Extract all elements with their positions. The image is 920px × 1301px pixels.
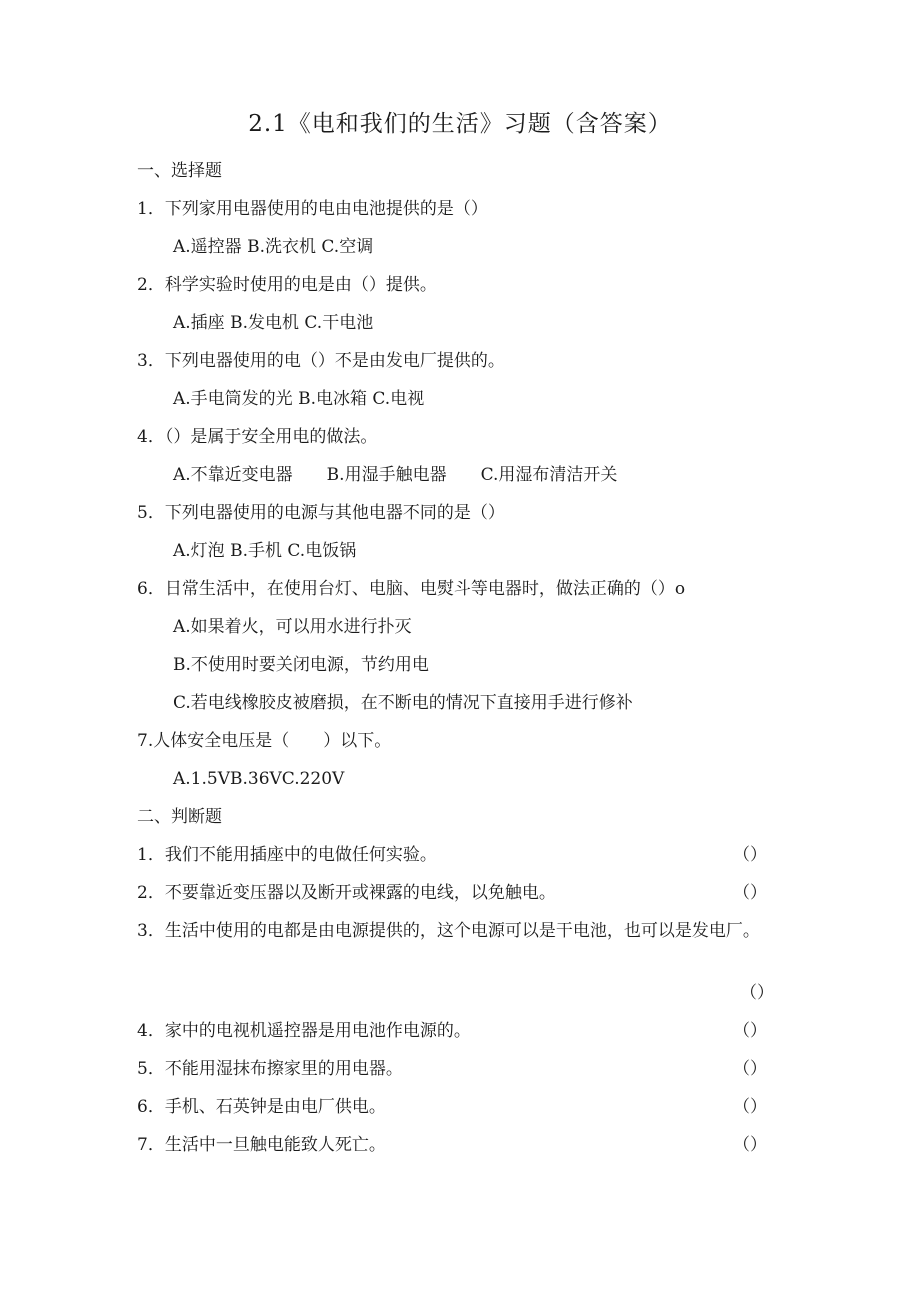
judgment-answer-blank-4: （）	[733, 1021, 767, 1041]
section-heading-choice: 一、选择题	[137, 161, 222, 181]
choice-options-4: A.不靠近变电器 B.用湿手触电器 C.用湿布清洁开关	[173, 465, 618, 485]
judgment-item-6: 6．手机、石英钟是由电厂供电。	[137, 1097, 386, 1117]
choice-question-7: 7.人体安全电压是（ ）以下。	[137, 731, 392, 751]
section-heading-judgment: 二、判断题	[137, 807, 222, 827]
choice-question-6: 6．日常生活中，在使用台灯、电脑、电熨斗等电器时，做法正确的（）o	[137, 579, 686, 599]
judgment-item-7: 7．生活中一旦触电能致人死亡。	[137, 1135, 386, 1155]
judgment-answer-blank-3: （）	[740, 983, 774, 1003]
judgment-answer-blank-6: （）	[733, 1097, 767, 1117]
judgment-answer-blank-7: （）	[733, 1135, 767, 1155]
choice-question-1: 1．下列家用电器使用的电由电池提供的是（）	[137, 199, 488, 219]
choice-options-7: A.1.5VB.36VC.220V	[173, 769, 345, 789]
document-title: 2.1《电和我们的生活》习题（含答案）	[248, 111, 672, 137]
choice-option-6a: A.如果着火，可以用水进行扑灭	[173, 617, 412, 637]
judgment-answer-blank-5: （）	[733, 1059, 767, 1079]
judgment-answer-blank-1: （）	[733, 845, 767, 865]
judgment-item-4: 4．家中的电视机遥控器是用电池作电源的。	[137, 1021, 471, 1041]
choice-option-6b: B.不使用时要关闭电源，节约用电	[173, 655, 429, 675]
choice-question-2: 2．科学实验时使用的电是由（）提供。	[137, 275, 437, 295]
choice-options-1: A.遥控器 B.洗衣机 C.空调	[173, 237, 374, 257]
judgment-item-5: 5．不能用湿抹布擦家里的用电器。	[137, 1059, 403, 1079]
judgment-item-1: 1．我们不能用插座中的电做任何实验。	[137, 845, 437, 865]
choice-option-6c: C.若电线橡胶皮被磨损，在不断电的情况下直接用手进行修补	[173, 693, 633, 713]
choice-question-3: 3．下列电器使用的电（）不是由发电厂提供的。	[137, 351, 505, 371]
choice-options-2: A.插座 B.发电机 C.干电池	[173, 313, 374, 333]
judgment-item-2: 2．不要靠近变压器以及断开或裸露的电线，以免触电。	[137, 883, 556, 903]
choice-options-5: A.灯泡 B.手机 C.电饭锅	[173, 541, 357, 561]
judgment-answer-blank-2: （）	[733, 883, 767, 903]
choice-question-5: 5．下列电器使用的电源与其他电器不同的是（）	[137, 503, 505, 523]
choice-options-3: A.手电筒发的光 B.电冰箱 C.电视	[173, 389, 425, 409]
judgment-item-3: 3．生活中使用的电都是由电源提供的，这个电源可以是干电池，也可以是发电厂。	[137, 921, 760, 941]
choice-question-4: 4．（）是属于安全用电的做法。	[137, 427, 378, 447]
